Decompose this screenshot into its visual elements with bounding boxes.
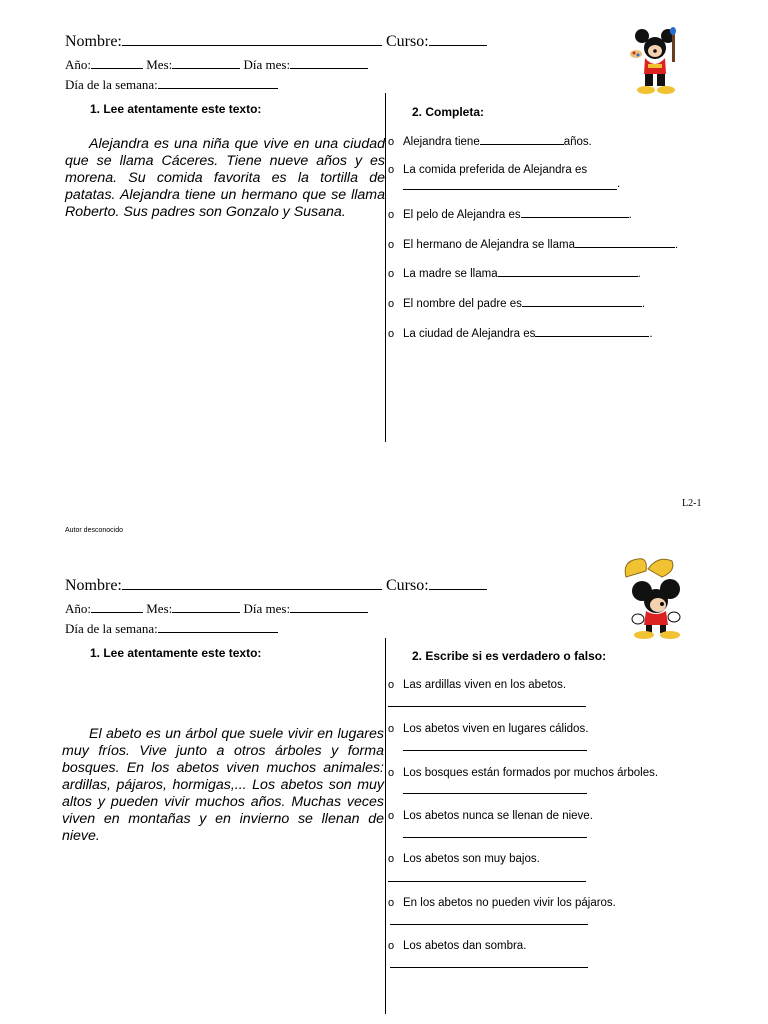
- answer-blank[interactable]: [390, 967, 588, 968]
- answer-blank[interactable]: [535, 326, 649, 337]
- column-divider: [385, 638, 386, 1014]
- nombre-blank[interactable]: [122, 31, 382, 46]
- nombre-blank[interactable]: [122, 575, 382, 590]
- answer-blank[interactable]: [403, 189, 617, 190]
- nombre-field: Nombre:: [65, 575, 382, 595]
- mes-blank[interactable]: [172, 598, 240, 613]
- answer-blank[interactable]: [403, 750, 587, 751]
- fecha-row: Año: Mes: Día mes:: [65, 598, 368, 617]
- diasemana-blank[interactable]: [158, 618, 278, 633]
- fecha-row: Año: Mes: Día mes:: [65, 54, 368, 73]
- curso-blank[interactable]: [429, 31, 487, 46]
- story-1: Alejandra es una niña que vive en una ciudad que se llama Cáceres. Tiene nueve años y es morena. Su comida favorita es la tortilla de patatas. Alejandra tiene un hermano que se llama Roberto. Sus padres son Gonzalo y Susana.: [65, 136, 385, 220]
- answer-blank[interactable]: [522, 296, 642, 307]
- vf-item-5: o Los abetos son muy bajos.: [388, 853, 540, 865]
- answer-blank[interactable]: [403, 837, 587, 838]
- section2-heading: 2. Completa:: [412, 105, 485, 119]
- completa-item-4: o El hermano de Alejandra se llama .: [388, 239, 679, 251]
- answer-blank[interactable]: [390, 924, 588, 925]
- vf-item-6: o En los abetos no pueden vivir los pájaros.: [388, 897, 616, 909]
- vf-item-1: o Las ardillas viven en los abetos.: [388, 679, 567, 691]
- item-2-period: .: [617, 178, 621, 190]
- anio-blank[interactable]: [91, 598, 143, 613]
- section2-heading: 2. Escribe si es verdadero o falso:: [412, 649, 607, 663]
- diames-blank[interactable]: [290, 54, 368, 69]
- completa-item-7: o La ciudad de Alejandra es .: [388, 328, 653, 340]
- completa-item-2: o La comida preferida de Alejandra es: [388, 164, 588, 176]
- completa-item-6: o El nombre del padre es .: [388, 298, 646, 310]
- completa-item-3: o El pelo de Alejandra es .: [388, 209, 632, 221]
- section1-heading: 1. Lee atentamente este texto:: [90, 102, 262, 116]
- story-2: El abeto es un árbol que suele vivir en lugares muy fríos. Vive junto a otros árboles y forma bosques. En los abetos viven muchos animales: ardillas, pájaros, hormigas,... Los abetos son muy altos y pueden vivir muchos años. Muchas veces viven en montañas y en invierno se llenan de nieve.: [62, 726, 384, 844]
- vf-item-3: o Los bosques están formados por muchos árboles.: [388, 767, 659, 779]
- answer-blank[interactable]: [480, 134, 564, 145]
- answer-blank[interactable]: [575, 237, 675, 248]
- completa-item-5: o La madre se llama .: [388, 268, 641, 280]
- completa-item-1: o Alejandra tiene años.: [388, 136, 592, 148]
- curso-blank[interactable]: [429, 575, 487, 590]
- dia-semana-row: Día de la semana:: [65, 618, 278, 637]
- vf-item-4: o Los abetos nunca se llenan de nieve.: [388, 810, 593, 822]
- mickey-painter-icon: [628, 26, 686, 98]
- column-divider: [385, 93, 386, 442]
- answer-blank[interactable]: [388, 881, 586, 882]
- answer-blank[interactable]: [403, 793, 587, 794]
- answer-blank[interactable]: [388, 706, 586, 707]
- vf-item-7: o Los abetos dan sombra.: [388, 940, 527, 952]
- page-code: L2-1: [682, 498, 702, 509]
- diasemana-blank[interactable]: [158, 74, 278, 89]
- diames-blank[interactable]: [290, 598, 368, 613]
- vf-item-2: o Los abetos viven en lugares cálidos.: [388, 723, 589, 735]
- curso-field: Curso:: [386, 31, 487, 51]
- mes-blank[interactable]: [172, 54, 240, 69]
- answer-blank[interactable]: [498, 266, 638, 277]
- nombre-field: Nombre:: [65, 31, 382, 51]
- author-note: Autor desconocido: [65, 527, 123, 534]
- curso-field: Curso:: [386, 575, 487, 595]
- mickey-hat-icon: [618, 555, 692, 641]
- dia-semana-row: Día de la semana:: [65, 74, 278, 93]
- section1-heading: 1. Lee atentamente este texto:: [90, 646, 262, 660]
- anio-blank[interactable]: [91, 54, 143, 69]
- answer-blank[interactable]: [521, 207, 629, 218]
